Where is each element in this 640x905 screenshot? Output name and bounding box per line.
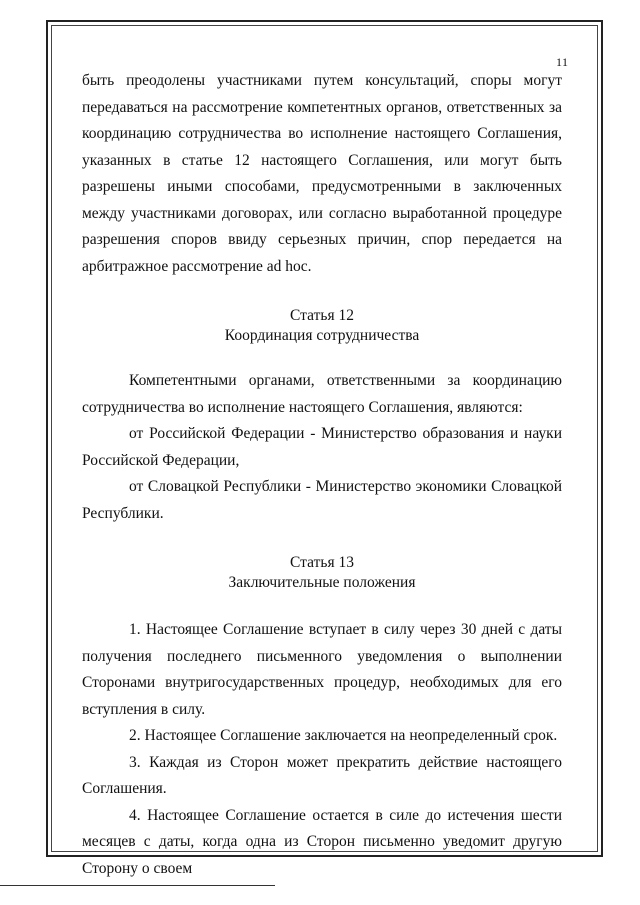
article-13-paragraph-3: 3. Каждая из Сторон может прекратить действие настоящего Соглашения. [82, 753, 562, 797]
article-13-title: Заключительные положения [228, 574, 416, 591]
article-12-paragraph-2: от Российской Федерации - Министерство образования и науки Российской Федерации, [82, 425, 562, 469]
article-12-title: Координация сотрудничества [224, 327, 420, 344]
article-12-paragraph-1: Компетентными органами, ответственными за координацию сотрудничества во исполнение настоящего Соглашения, являются: [82, 372, 562, 416]
document-body [82, 68, 562, 882]
article-12-number: Статья 12 [290, 307, 354, 324]
article-13-paragraph-2: 2. Настоящее Соглашение заключается на неопределенный срок. [129, 727, 558, 744]
article-13-paragraph-4: 4. Настоящее Соглашение остается в силе до истечения шести месяцев с даты, когда одна из Сторон письменно уведомит другую Сторону о своем [82, 806, 562, 877]
article-13-paragraph-1: 1. Настоящее Соглашение вступает в силу через 30 дней с даты получения последнего письменного уведомления о выполнении Сторонами внутригосударственных процедур, необходимых для его вступления в силу. [82, 621, 562, 718]
page-number: 11 [556, 55, 569, 69]
article-12-paragraph-3: от Словацкой Республики - Министерство экономики Словацкой Республики. [82, 478, 562, 522]
article-13-number: Статья 13 [290, 554, 354, 571]
paragraph-dispute-resolution: быть преодолены участниками путем консультаций, споры могут передаваться на рассмотрение компетентных органов, ответственных за координацию сотрудничества во исполнение настоящего Соглашения, указанных в статье 12 настоящего Соглашения, или могут быть разрешены иными способами, предусмотренными в заключенных между участниками договорах, или согласно выработанной процедуре разрешения споров ввиду серьезных причин, спор передается на арбитражное рассмотрение ad hoc. [82, 72, 562, 275]
bottom-rule-divider [0, 885, 275, 886]
article-13-heading [82, 553, 562, 593]
article-12-heading [82, 306, 562, 346]
